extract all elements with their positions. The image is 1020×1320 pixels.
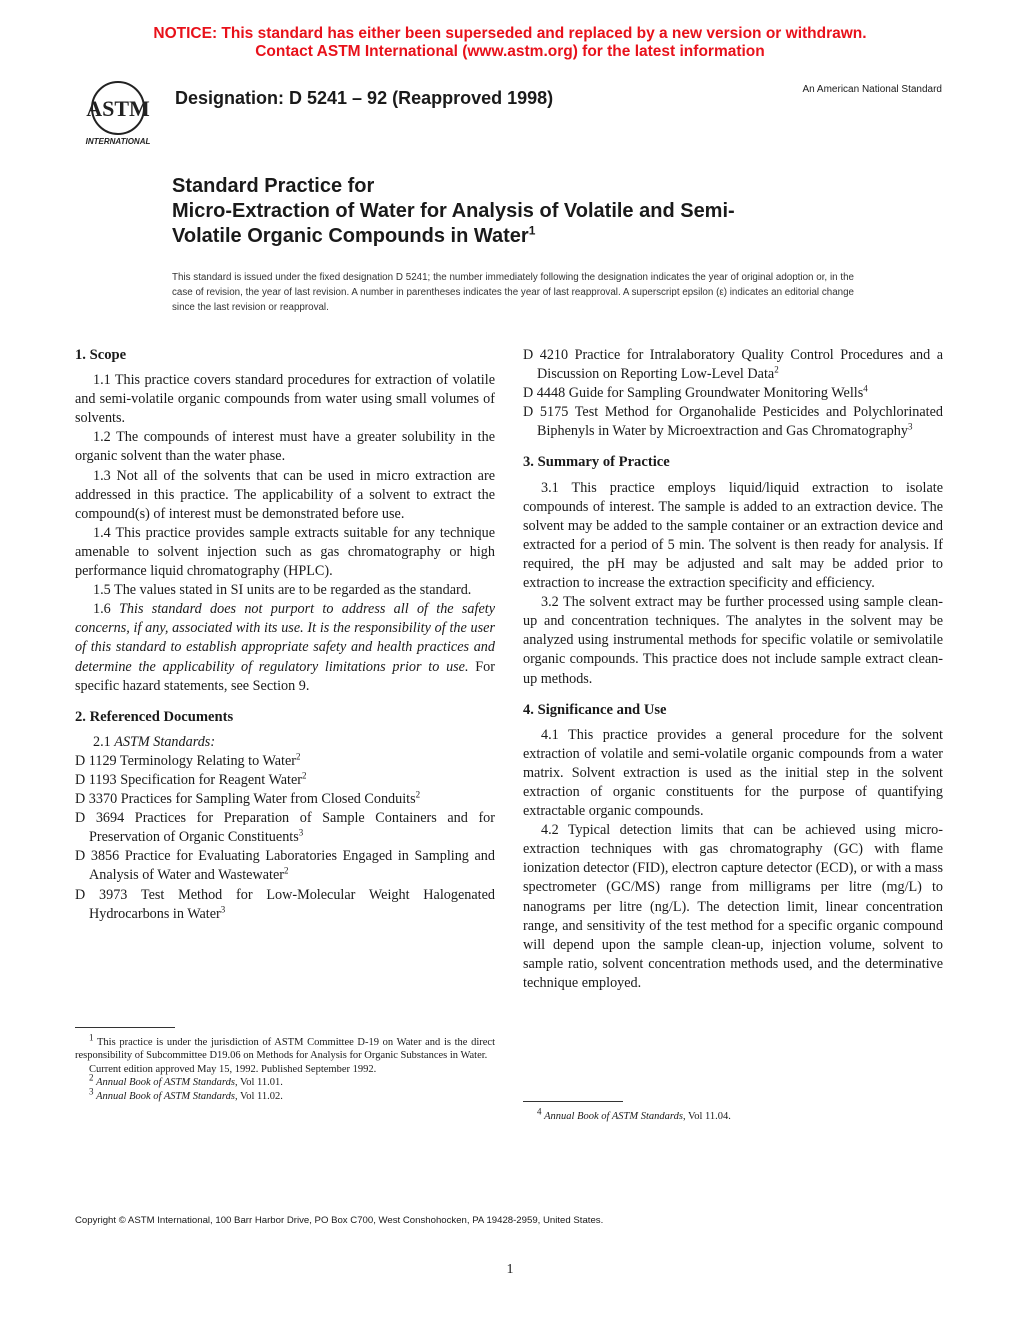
- notice-line-2: Contact ASTM International (www.astm.org) for the latest information: [255, 43, 765, 60]
- paragraph-1-6: [75, 600, 495, 695]
- reference-footnote-mark: 2: [301, 770, 307, 781]
- footnote-1: [75, 1032, 496, 1063]
- footnote-1-text: This practice is under the jurisdiction of ASTM Committee D-19 on Water and is the direct responsibility of Subcommittee D19.06 on Methods for Analysis for Organic Substances in Water.: [75, 1037, 496, 1062]
- footnote-4-mark: 4: [537, 1106, 542, 1117]
- reference-item: [523, 403, 943, 441]
- right-column: [523, 346, 943, 993]
- footnote-2: [75, 1072, 495, 1089]
- footnote-1-mark: 1: [89, 1032, 94, 1043]
- paragraph-1-4: 1.4 This practice provides sample extracts suitable for any technique amenable to solvent injection such as gas chromatography or high performance liquid chromatography (HPLC).: [75, 524, 495, 580]
- paragraph-4-1: 4.1 This practice provides a general procedure for the solvent extraction of volatile and semi-volatile organic compounds from a water matrix. Solvent extraction is used as the initial step in the solvent extraction of organic constituents for the purpose of quantifying extractable organic compounds.: [523, 726, 943, 820]
- reference-text: D 1193 Specification for Reagent Water: [75, 771, 302, 788]
- title-line-2: Micro-Extraction of Water for Analysis of Volatile and Semi-: [172, 200, 735, 222]
- footnote-3-source: Annual Book of ASTM Standards: [96, 1090, 235, 1102]
- reference-text: D 5175 Test Method for Organohalide Pesticides and Polychlorinated Biphenyls in Water by Microextraction and Gas Chromatography: [523, 404, 943, 440]
- footnote-4-volume: , Vol 11.04.: [682, 1111, 731, 1122]
- reference-footnote-mark: 3: [907, 421, 913, 432]
- footnotes-right: [523, 1106, 943, 1123]
- reference-text: D 1129 Terminology Relating to Water: [75, 752, 297, 769]
- reference-footnote-mark: 2: [283, 865, 289, 876]
- paragraph-2-1: [75, 733, 495, 752]
- paragraph-4-2: 4.2 Typical detection limits that can be achieved using micro-extraction techniques with gas chromatography (GC) with flame ionization detector (FID), electron capture detector (ECD), or with a mass spectrometer (GC/MS) range from milligrams per litre (mg/L) to nanograms per litre (ng/L). The detection limit, linear concentration range, and sensitivity of the test method for a specific organic compound will depend upon the sample clean-up, injection volume, solvent to sample ratio, solvent concentration methods used, and the determinative technique employed.: [523, 822, 943, 991]
- page-number: 1: [506, 1262, 514, 1277]
- reference-text: D 3856 Practice for Evaluating Laboratories Engaged in Sampling and Analysis of Water and Wastewater: [75, 848, 495, 884]
- reference-item: [75, 790, 495, 809]
- footnote-rule-right: [523, 1101, 623, 1102]
- reference-item: [75, 809, 495, 847]
- logo-text: ASTM: [86, 96, 150, 121]
- safety-caveat: This standard does not purport to address all of the safety concerns, if any, associated with its use. It is the responsibility of the user of this standard to establish appropriate safety and health practices and determine the applicability of regulatory limitations prior to use.: [75, 601, 495, 675]
- title-line-3: Volatile Organic Compounds in Water: [172, 225, 529, 247]
- section-heading-summary: 3. Summary of Practice: [523, 454, 670, 471]
- footnote-4: [523, 1106, 943, 1123]
- title-line-1: Standard Practice for: [172, 175, 375, 197]
- section-heading-referenced: 2. Referenced Documents: [75, 708, 234, 725]
- reference-text: D 3694 Practices for Preparation of Sample Containers and for Preservation of Organic Constituents: [75, 810, 495, 846]
- footnote-3-volume: , Vol 11.02.: [234, 1090, 283, 1102]
- left-column: [75, 346, 495, 924]
- footnote-2-mark: 2: [89, 1072, 94, 1083]
- paragraph-1-2: 1.2 The compounds of interest must have a greater solubility in the organic solvent than the water phase.: [75, 429, 495, 465]
- reference-text: D 4448 Guide for Sampling Groundwater Monitoring Wells: [523, 385, 864, 402]
- reference-item: [75, 771, 495, 790]
- title-footnote-mark: 1: [528, 223, 536, 238]
- national-standard-label: An American National Standard: [802, 84, 942, 95]
- reference-text: D 4210 Practice for Intralaboratory Quality Control Procedures and a Discussion on Reporting Low-Level Data: [523, 347, 943, 383]
- footnote-2-volume: , Vol 11.01.: [234, 1077, 283, 1089]
- footnote-2-source: Annual Book of ASTM Standards: [96, 1077, 235, 1089]
- notice-line-1: NOTICE: This standard has either been superseded and replaced by a new version or withdrawn.: [153, 25, 867, 42]
- paragraph-1-1: 1.1 This practice covers standard procedures for extraction of volatile and semi-volatile organic compounds from water using small volumes of solvents.: [75, 372, 495, 427]
- reference-footnote-mark: 2: [415, 789, 421, 800]
- document-title: [172, 174, 872, 249]
- reference-text: D 3370 Practices for Sampling Water from Closed Conduits: [75, 791, 416, 808]
- astm-standards-label: ASTM Standards:: [114, 733, 216, 750]
- issuance-note: This standard is issued under the fixed designation D 5241; the number immediately following the designation indicates the year of original adoption or, in the case of revision, the year of last revision. A number in parentheses indicates the year of last reapproval. A superscript epsilon (ε) indicates an editorial change since the last revision or reapproval.: [172, 272, 854, 313]
- section-heading-scope: 1. Scope: [75, 347, 127, 363]
- reference-item: [523, 346, 943, 384]
- footnotes-left: [75, 1032, 496, 1103]
- footnote-rule-left: [75, 1027, 175, 1028]
- paragraph-1-6-rest: For specific hazard statements, see Section 9.: [75, 658, 495, 694]
- section-heading-significance: 4. Significance and Use: [523, 701, 667, 718]
- footnote-4-source: Annual Book of ASTM Standards: [544, 1111, 683, 1122]
- paragraph-3-2: 3.2 The solvent extract may be further processed using sample clean-up and concentration techniques. The analytes in the solvent may be analyzed using instrumental methods for specific volatile or semivolatile organic compounds. This practice does not include sample extract clean-up methods.: [523, 594, 943, 687]
- footnote-1-edition: Current edition approved May 15, 1992. Published September 1992.: [89, 1063, 377, 1075]
- paragraph-1-5: 1.5 The values stated in SI units are to be regarded as the standard.: [93, 582, 472, 599]
- paragraph-1-6-num: 1.6: [93, 601, 111, 618]
- reference-footnote-mark: 3: [298, 827, 304, 838]
- astm-logo: [76, 78, 160, 148]
- copyright-line: Copyright © ASTM International, 100 Barr Harbor Drive, PO Box C700, West Conshohocken, PA 19428-2959, United States.: [75, 1215, 604, 1226]
- reference-item: [75, 752, 495, 771]
- designation: Designation: D 5241 – 92 (Reapproved 1998): [175, 88, 554, 108]
- reference-footnote-mark: 3: [220, 903, 226, 914]
- paragraph-3-1: 3.1 This practice employs liquid/liquid extraction to isolate compounds of interest. The sample is added to an extraction device. The solvent may be added to the sample container or an extraction device and extracted for a period of 5 min. The solvent is then ready for analysis. If required, the pH may be adjusted and salt may be added prior to extraction to increase the extraction specificity and efficiency.: [523, 479, 943, 592]
- paragraph-1-3: 1.3 Not all of the solvents that can be used in micro extraction are addressed in this practice. The applicability of a solvent to extract the compound(s) of interest must be demonstrated before use.: [75, 467, 495, 522]
- footnote-3: [75, 1086, 495, 1103]
- reference-footnote-mark: 4: [863, 383, 868, 394]
- reference-text: D 3973 Test Method for Low-Molecular Weight Halogenated Hydrocarbons in Water: [75, 886, 495, 922]
- reference-footnote-mark: 2: [296, 751, 301, 762]
- reference-item: [523, 384, 943, 403]
- paragraph-2-1-num: 2.1: [93, 733, 111, 750]
- reference-item: [75, 886, 495, 924]
- reference-item: [75, 847, 495, 885]
- supersede-notice: [0, 25, 1020, 61]
- logo-subtext: INTERNATIONAL: [85, 137, 151, 146]
- footnote-3-mark: 3: [89, 1086, 94, 1097]
- reference-footnote-mark: 2: [774, 364, 779, 375]
